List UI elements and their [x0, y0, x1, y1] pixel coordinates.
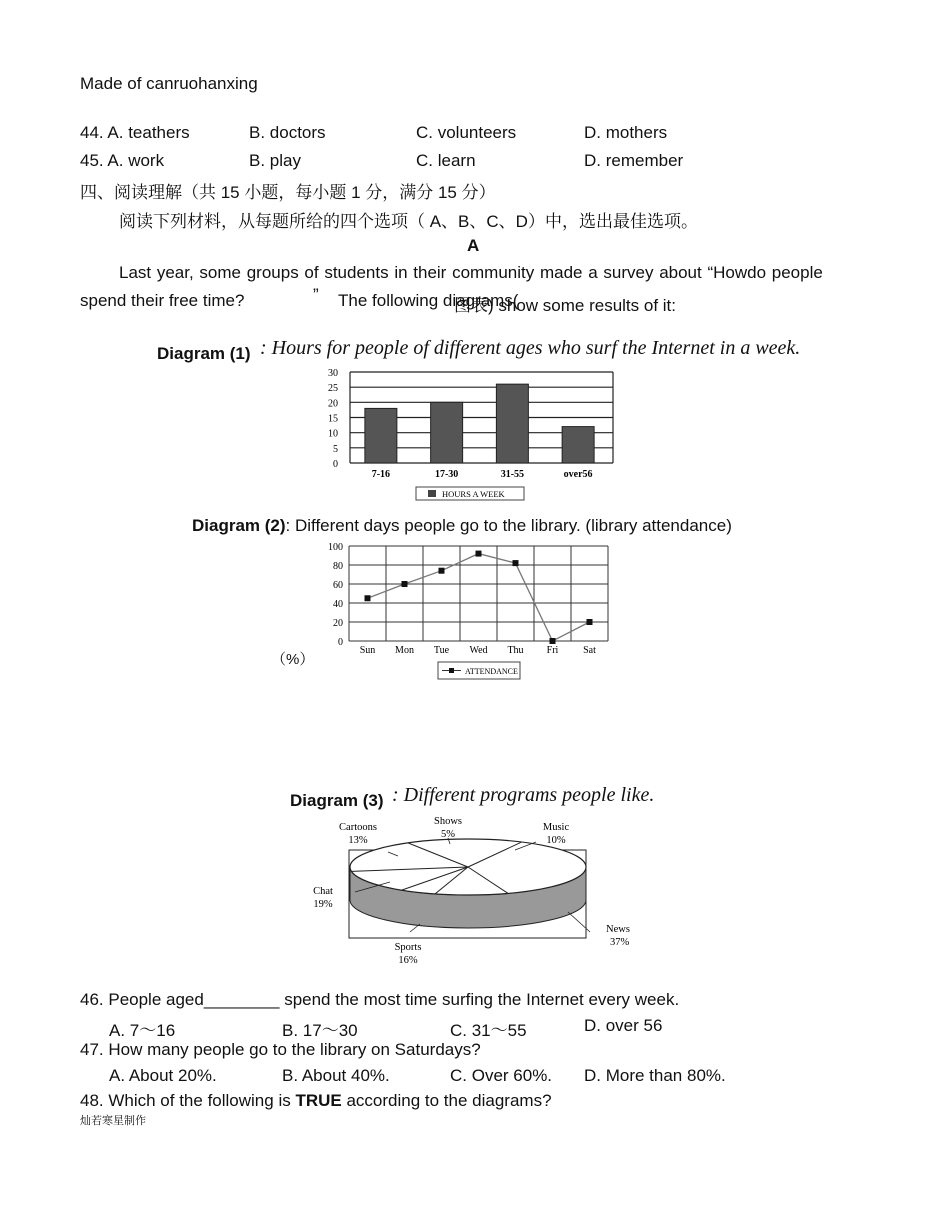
legend-label: HOURS A WEEK	[442, 489, 505, 499]
legend-swatch	[428, 490, 436, 497]
q44-option-a: 44. A. teathers	[80, 123, 190, 142]
passage-line-2a: spend their free time?	[80, 291, 245, 310]
y-tick-label: 100	[328, 542, 343, 553]
data-point	[402, 581, 408, 587]
x-tick-label: 31-55	[500, 469, 525, 480]
slice-value-label: 10%	[546, 835, 566, 846]
q46-option-d: D. over 56	[584, 1016, 663, 1035]
data-point	[550, 638, 556, 644]
header-text: Made of canruohanxing	[80, 74, 258, 93]
diagram-2-label: Diagram (2)	[192, 516, 286, 535]
q47-option-c: C. Over 60%.	[450, 1066, 553, 1085]
q47-stem: 47. How many people go to the library on Saturdays?	[80, 1040, 481, 1059]
x-tick-label: over56	[563, 469, 593, 480]
slice-name-label: Sports	[394, 942, 422, 953]
x-tick-label: Wed	[469, 645, 488, 656]
data-point	[365, 595, 371, 601]
q44-option-d: D. mothers	[584, 123, 668, 142]
leader-line	[568, 912, 590, 932]
q46-option-c: C. 31～55	[450, 1021, 527, 1040]
slice-value-label: 13%	[348, 835, 368, 846]
diagram-2-unit: （%）	[271, 651, 315, 668]
q45-option-c: C. learn	[416, 151, 476, 170]
slice-name-label: Music	[542, 822, 570, 833]
x-tick-label: Tue	[433, 645, 450, 656]
slice-value-label: 19%	[313, 899, 333, 910]
q47-option-a: A. About 20%.	[109, 1066, 217, 1085]
diagram-1-caption: : Hours for people of different ages who surf the Internet in a week.	[260, 337, 801, 359]
diagram-3-label: Diagram (3)	[290, 791, 384, 810]
q45-option-d: D. remember	[584, 151, 684, 170]
bar	[431, 402, 463, 463]
diagram-3-caption: : Different programs people like.	[392, 784, 655, 806]
q48-stem	[80, 1091, 552, 1111]
q46-option-b: B. 17～30	[282, 1021, 358, 1040]
x-tick-label: Fri	[546, 645, 559, 656]
y-tick-label: 25	[328, 383, 338, 395]
diagram-2-caption: : Different days people go to the library. (library attendance)	[285, 516, 732, 535]
x-tick-label: Thu	[507, 645, 524, 656]
y-tick-label: 15	[328, 413, 338, 425]
q45-option-a: 45. A. work	[80, 151, 165, 170]
series-line	[368, 554, 590, 641]
diagram-1-label: Diagram (1)	[157, 344, 251, 363]
x-tick-label: 17-30	[434, 469, 459, 480]
bar	[365, 408, 397, 463]
data-point	[439, 568, 445, 574]
q46-stem: 46. People aged________ spend the most time surfing the Internet every week.	[80, 990, 680, 1009]
q48-stem-post: according to the diagrams?	[341, 1091, 552, 1110]
q47-option-b: B. About 40%.	[282, 1066, 390, 1085]
y-tick-label: 30	[328, 368, 338, 379]
legend-marker	[449, 668, 454, 673]
instructions: 阅读下列材料，从每题所给的四个选项（ A、B、C、D）中，选出最佳选项。	[119, 212, 698, 231]
pie-chart	[300, 812, 630, 972]
legend-label: ATTENDANCE	[465, 667, 518, 676]
x-tick-label: Sun	[359, 645, 376, 656]
passage-line-1: Last year, some groups of students in their community made a survey about “Howdo people	[119, 263, 823, 282]
slice-value-label: 16%	[398, 955, 418, 966]
q46-option-a: A. 7～16	[109, 1021, 176, 1040]
y-tick-label: 0	[333, 459, 338, 470]
q44-option-c: C. volunteers	[416, 123, 517, 142]
y-tick-label: 10	[328, 428, 338, 440]
diagram-2-heading	[192, 516, 732, 536]
data-point	[513, 560, 519, 566]
slice-value-label: 37%	[610, 937, 630, 948]
q48-stem-bold: TRUE	[295, 1091, 342, 1110]
slice-name-label: News	[606, 924, 630, 935]
bar	[496, 384, 528, 463]
slice-name-label: Cartoons	[339, 822, 377, 833]
slice-name-label: Chat	[313, 886, 333, 897]
passage-label: A	[467, 236, 480, 255]
q45-option-b: B. play	[249, 151, 301, 170]
x-tick-label: Mon	[395, 645, 414, 656]
section-title: 四、阅读理解（共 15 小题，每小题 1 分，满分 15 分）	[80, 183, 496, 202]
y-tick-label: 0	[338, 637, 343, 648]
slice-value-label: 5%	[441, 829, 455, 840]
bar-chart	[320, 365, 630, 505]
y-tick-label: 40	[333, 599, 343, 610]
q44-option-b: B. doctors	[249, 123, 326, 142]
y-tick-label: 60	[333, 580, 343, 591]
x-tick-label: Sat	[583, 645, 596, 656]
slice-name-label: Shows	[433, 816, 463, 827]
footer-text: 灿若寒星制作	[80, 1115, 146, 1127]
x-tick-label: 7-16	[371, 469, 391, 480]
line-chart	[320, 538, 620, 686]
passage-line-2b: ”	[313, 285, 319, 304]
y-tick-label: 20	[328, 398, 338, 410]
passage-line-2c: The following diagrams(	[338, 291, 519, 310]
passage-line-2d: 图表) show some results of it:	[454, 296, 677, 315]
data-point	[587, 619, 593, 625]
q47-option-d: D. More than 80%.	[584, 1066, 726, 1085]
q48-stem-pre: 48. Which of the following is	[80, 1091, 296, 1110]
data-point	[476, 551, 482, 557]
y-tick-label: 5	[333, 443, 338, 455]
bar	[562, 427, 594, 463]
y-tick-label: 80	[333, 561, 343, 572]
y-tick-label: 20	[333, 618, 343, 629]
